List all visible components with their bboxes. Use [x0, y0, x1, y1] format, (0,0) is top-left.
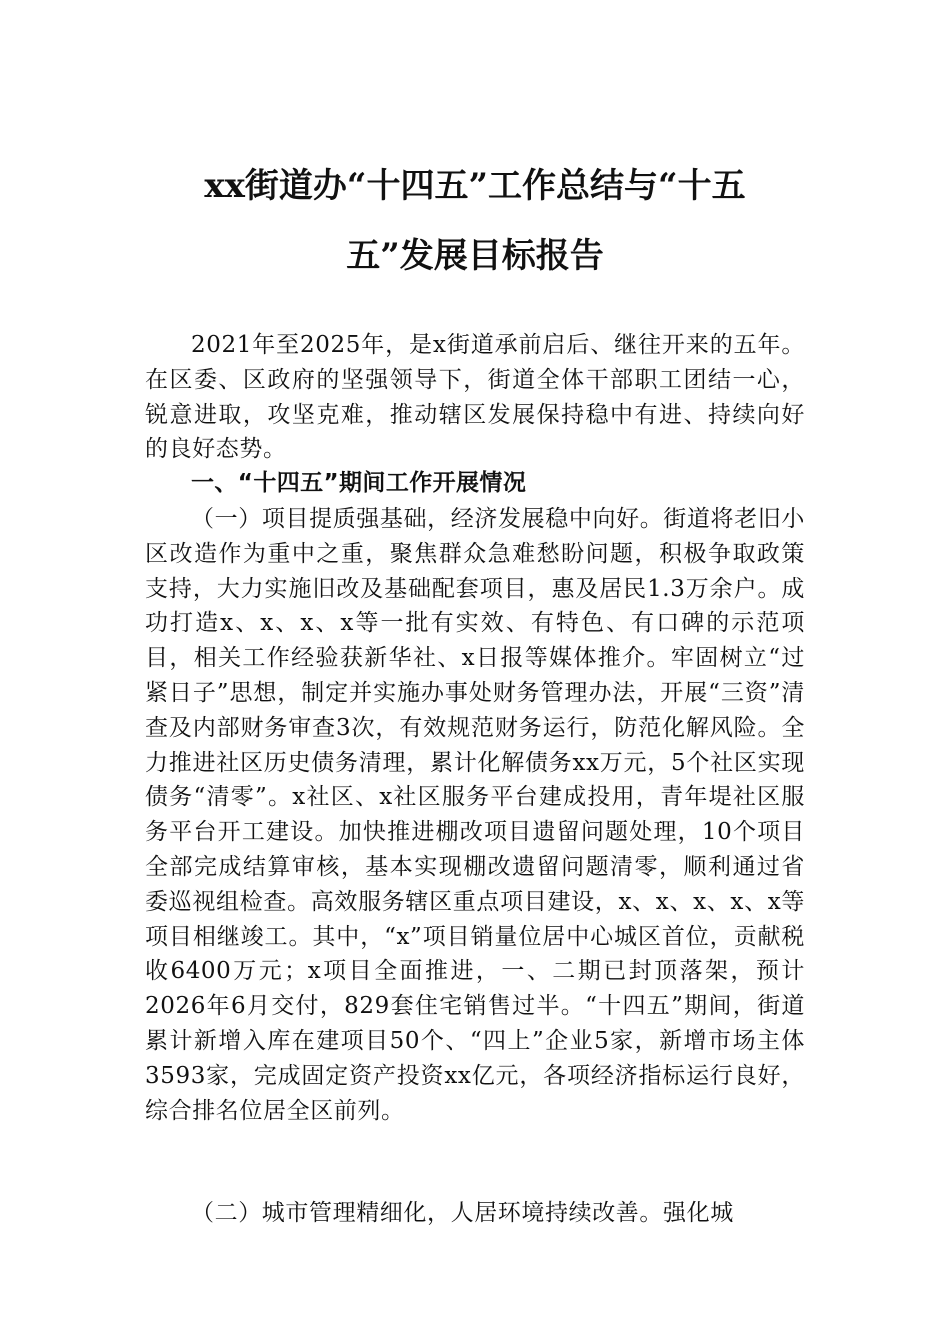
document-title-line-2: 五”发展目标报告 [346, 236, 604, 276]
intro-paragraph: 2021年至2025年，是x街道承前启后、继往开来的五年。在区委、区政府的坚强领导下，街道全体干部职工团结一心，锐意进取，攻坚克难，推动辖区发展保持稳中有进、持续向好的良好态势。 [145, 332, 805, 463]
section-1-item-1-paragraph: （一）项目提质强基础，经济发展稳中向好。街道将老旧小区改造作为重中之重，聚焦群众急难愁盼问题，积极争取政策支持，大力实施旧改及基础配套项目，惠及居民1.3万余户。成功打造x、x、x、x等一批有实效、有特色、有口碑的示范项目，相关工作经验获新华社、x日报等媒体推介。牢固树立“过紧日子”思想，制定并实施办事处财务管理办法，开展“三资”清查及内部财务审查3次，有效规范财务运行，防范化解风险。全力推进社区历史债务清理，累计化解债务xx万元，5个社区实现债务“清零”。x社区、x社区服务平台建成投用，青年堤社区服务平台开工建设。加快推进棚改项目遗留问题处理，10个项目全部完成结算审核，基本实现棚改遗留问题清零，顺利通过省委巡视组检查。高效服务辖区重点项目建设，x、x、x、x、x等项目相继竣工。其中，“x”项目销量位居中心城区首位，贡献税收6400万元；x项目全面推进，一、二期已封顶落架，预计2026年6月交付，829套住宅销售过半。“十四五”期间，街道累计新增入库在建项目50个、“四上”企业5家，新增市场主体3593家，完成固定资产投资xx亿元，各项经济指标运行良好，综合排名位居全区前列。 [145, 506, 805, 1124]
section-1-item-2-paragraph: （二）城市管理精细化，人居环境持续改善。强化城 [191, 1200, 734, 1226]
document-title-line-1: xx街道办“十四五”工作总结与“十五 [204, 166, 746, 206]
section-1-heading: 一、“十四五”期间工作开展情况 [191, 470, 527, 496]
